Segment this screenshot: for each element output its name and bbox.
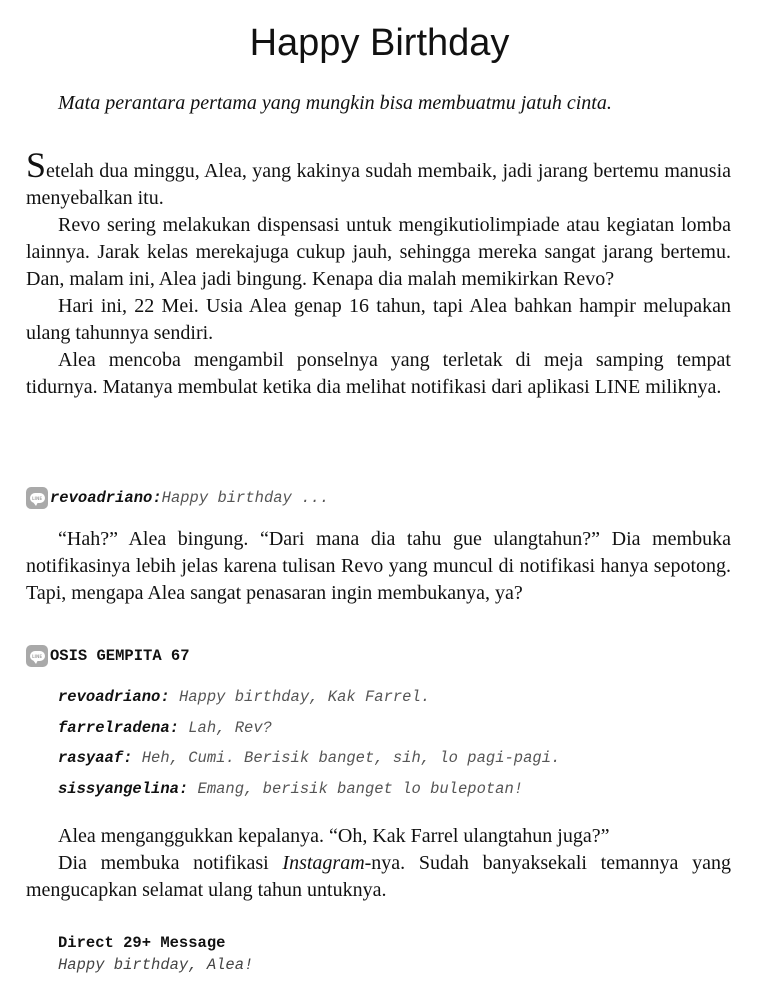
direct-message-body: Happy birthday, Alea! (58, 956, 254, 974)
line-notification: LINE revoadriano : Happy birthday ... (26, 486, 329, 510)
section-2 (26, 526, 731, 607)
group-message: revoadriano: Happy birthday, Kak Farrel. (58, 688, 431, 706)
notification-user: revoadriano (50, 489, 153, 507)
section-1 (26, 145, 731, 401)
notification-message: Happy birthday ... (161, 489, 330, 507)
drop-cap: S (26, 145, 47, 185)
line-chat-icon: LINE (26, 645, 48, 667)
group-message: rasyaaf: Heh, Cumi. Berisik banget, sih, lo pagi-pagi. (58, 749, 561, 767)
direct-message (58, 932, 253, 976)
chapter-title: Happy Birthday (249, 22, 510, 64)
section-3 (26, 823, 731, 904)
paragraph-4: Alea mencoba mengambil ponselnya yang terletak di meja samping tempat tidurnya. Matanya membulat ketika dia melihat notifikasi dari aplikasi LINE miliknya. (26, 349, 731, 398)
group-messages (58, 686, 738, 808)
group-message: sissyangelina: Emang, berisik banget lo bulepotan! (58, 779, 524, 798)
paragraph-6: Alea menganggukkan kepalanya. “Oh, Kak Farrel ulangtahun juga?” (58, 825, 610, 847)
paragraph-1 (26, 145, 731, 212)
paragraph-1-text: etelah dua minggu, Alea, yang kakinya sudah membaik, jadi jarang bertemu manusia menyebalkan itu. (26, 160, 731, 209)
group-message: farrelradena: Lah, Rev? (58, 718, 272, 737)
paragraph-7: Dia membuka notifikasi Instagram-nya. Sudah banyaksekali temannya yang mengucapkan selamat ulang tahun untuknya. (26, 852, 732, 901)
paragraph-3: Hari ini, 22 Mei. Usia Alea genap 16 tahun, tapi Alea bahkan hampir melupakan ulang tahunnya sendiri. (26, 295, 731, 344)
direct-message-header: Direct 29+ Message (58, 934, 226, 952)
epigraph: Mata perantara pertama yang mungkin bisa membuatmu jatuh cinta. (58, 92, 612, 114)
instagram-word: Instagram (282, 852, 365, 874)
paragraph-2: Revo sering melakukan dispensasi untuk mengikutiolimpiade atau kegiatan lomba lainnya. Jarak kelas merekajuga cukup jauh, sehingga mereka sangat jarang bertemu. Dan, malam ini, Alea jadi bingung. Kenapa dia malah memikirkan Revo? (26, 214, 731, 290)
group-name: OSIS GEMPITA 67 (50, 647, 190, 665)
paragraph-5: “Hah?” Alea bingung. “Dari mana dia tahu gue ulangtahun?” Dia membuka notifikasinya lebih jelas karena tulisan Revo yang muncul di notifikasi hanya sepotong. Tapi, mengapa Alea sangat penasaran ingin membukanya, ya? (26, 528, 731, 604)
group-notification-header (26, 644, 190, 668)
line-chat-icon: LINE (26, 487, 48, 509)
